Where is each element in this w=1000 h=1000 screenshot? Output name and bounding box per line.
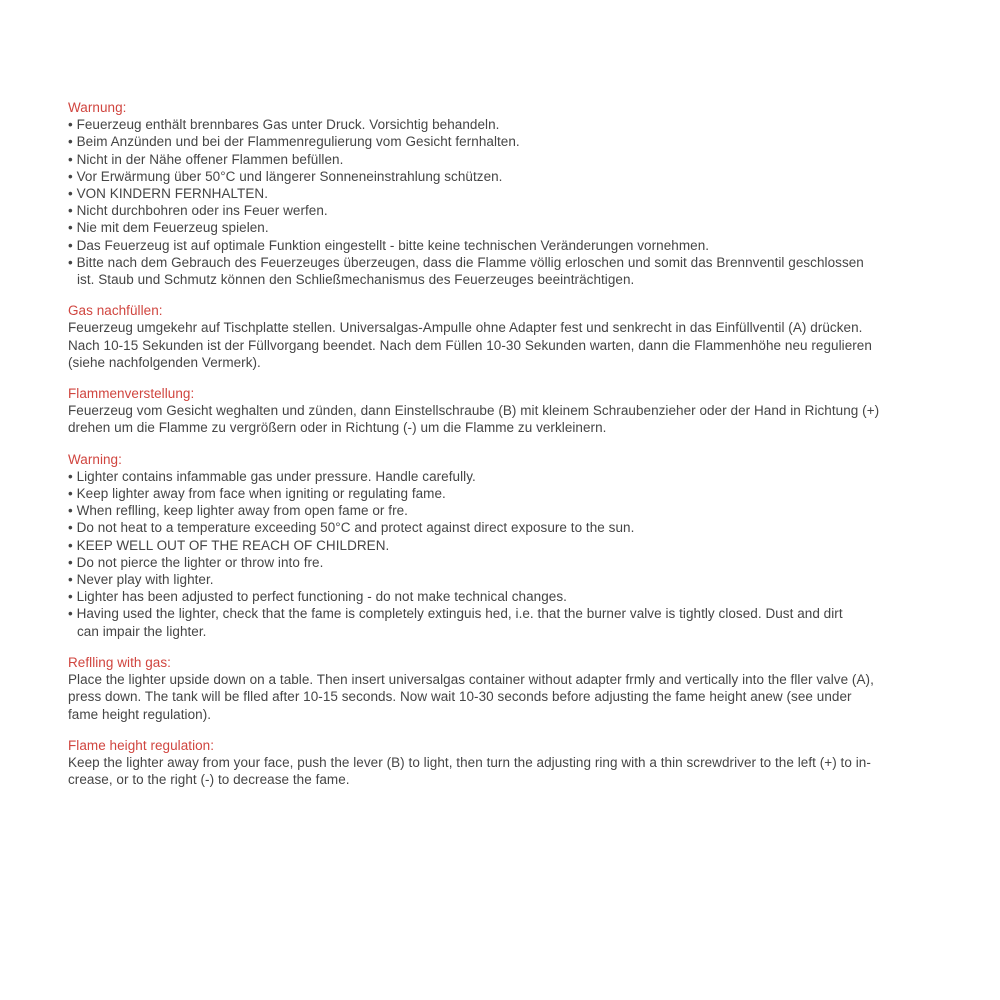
section-refilling-with-gas bbox=[68, 654, 948, 723]
section-gas-nachfuellen bbox=[68, 302, 948, 371]
text-line-continuation: can impair the lighter. bbox=[77, 623, 207, 639]
section-refilling-with-gas-heading: Reflling with gas: bbox=[68, 654, 171, 670]
text-line: Nach 10-15 Sekunden ist der Füllvorgang beendet. Nach dem Füllen 10-30 Sekunden warten, dann die Flammenhöhe neu regulieren bbox=[68, 337, 872, 353]
text-line: Feuerzeug vom Gesicht weghalten und zünden, dann Einstellschraube (B) mit kleinem Schraubenzieher oder der Hand in Richtung (+) bbox=[68, 403, 880, 419]
section-flammenverstellung-heading: Flammenverstellung: bbox=[68, 386, 195, 402]
text-line: (siehe nachfolgenden Vermerk). bbox=[68, 354, 261, 370]
text-line: • Bitte nach dem Gebrauch des Feuerzeuges überzeugen, dass die Flamme völlig erloschen und somit das Brennventil geschlossen bbox=[68, 254, 864, 270]
text-line: • Never play with lighter. bbox=[68, 572, 214, 588]
text-line: • Do not heat to a temperature exceeding 50°C and protect against direct exposure to the sun. bbox=[68, 520, 635, 536]
section-gas-nachfuellen-heading: Gas nachfüllen: bbox=[68, 303, 163, 319]
text-line: • Nie mit dem Feuerzeug spielen. bbox=[68, 220, 269, 236]
text-line: • Having used the lighter, check that the fame is completely extinguis hed, i.e. that the burner valve is tightly closed. Dust and dirt bbox=[68, 606, 843, 622]
text-line: • Keep lighter away from face when igniting or regulating fame. bbox=[68, 486, 446, 502]
section-flame-height-regulation-heading: Flame height regulation: bbox=[68, 737, 215, 753]
text-line: • Lighter has been adjusted to perfect functioning - do not make technical changes. bbox=[68, 589, 567, 605]
text-line: • Das Feuerzeug ist auf optimale Funktion eingestellt - bitte keine technischen Veränderungen vornehmen. bbox=[68, 237, 710, 253]
section-warning-en bbox=[68, 451, 948, 640]
text-line: • Nicht in der Nähe offener Flammen befüllen. bbox=[68, 151, 344, 167]
text-line-continuation: ist. Staub und Schmutz können den Schließmechanismus des Feuerzeuges beeinträchtigen. bbox=[77, 272, 635, 288]
text-line: • KEEP WELL OUT OF THE REACH OF CHILDREN. bbox=[68, 537, 390, 553]
text-line: • Vor Erwärmung über 50°C und längerer Sonneneinstrahlung schützen. bbox=[68, 168, 503, 184]
text-line: • Beim Anzünden und bei der Flammenregulierung vom Gesicht fernhalten. bbox=[68, 134, 520, 150]
text-line: fame height regulation). bbox=[68, 706, 212, 722]
text-line: drehen um die Flamme zu vergrößern oder in Richtung (-) um die Flamme zu verkleinern. bbox=[68, 420, 607, 436]
text-line: • When reflling, keep lighter away from open fame or fre. bbox=[68, 503, 408, 519]
text-line: • Lighter contains infammable gas under pressure. Handle carefully. bbox=[68, 468, 476, 484]
section-flame-height-regulation bbox=[68, 737, 948, 789]
text-line: Place the lighter upside down on a table. Then insert universalgas container without adapter frmly and vertically into the fller valve (A), bbox=[68, 672, 874, 688]
text-line: • Do not pierce the lighter or throw into fre. bbox=[68, 554, 324, 570]
text-line: Keep the lighter away from your face, push the lever (B) to light, then turn the adjusting ring with a thin screwdriver to the left (+) to in- bbox=[68, 754, 871, 770]
text-line: Feuerzeug umgekehr auf Tischplatte stellen. Universalgas-Ampulle ohne Adapter fest und senkrecht in das Einfüllventil (A) drücken. bbox=[68, 320, 863, 336]
text-line: crease, or to the right (-) to decrease the fame. bbox=[68, 772, 350, 788]
text-line: • Feuerzeug enthält brennbares Gas unter Druck. Vorsichtig behandeln. bbox=[68, 117, 500, 133]
section-flammenverstellung bbox=[68, 385, 948, 437]
text-line: press down. The tank will be flled after 10-15 seconds. Now wait 10-30 seconds before adjusting the fame height anew (see under bbox=[68, 689, 852, 705]
text-line: • Nicht durchbohren oder ins Feuer werfen. bbox=[68, 203, 328, 219]
instruction-text-block bbox=[68, 99, 948, 802]
section-warnung-de-heading: Warnung: bbox=[68, 100, 127, 115]
section-warnung-de bbox=[68, 99, 948, 288]
section-warning-en-heading: Warning: bbox=[68, 451, 122, 467]
text-line: • VON KINDERN FERNHALTEN. bbox=[68, 186, 268, 202]
